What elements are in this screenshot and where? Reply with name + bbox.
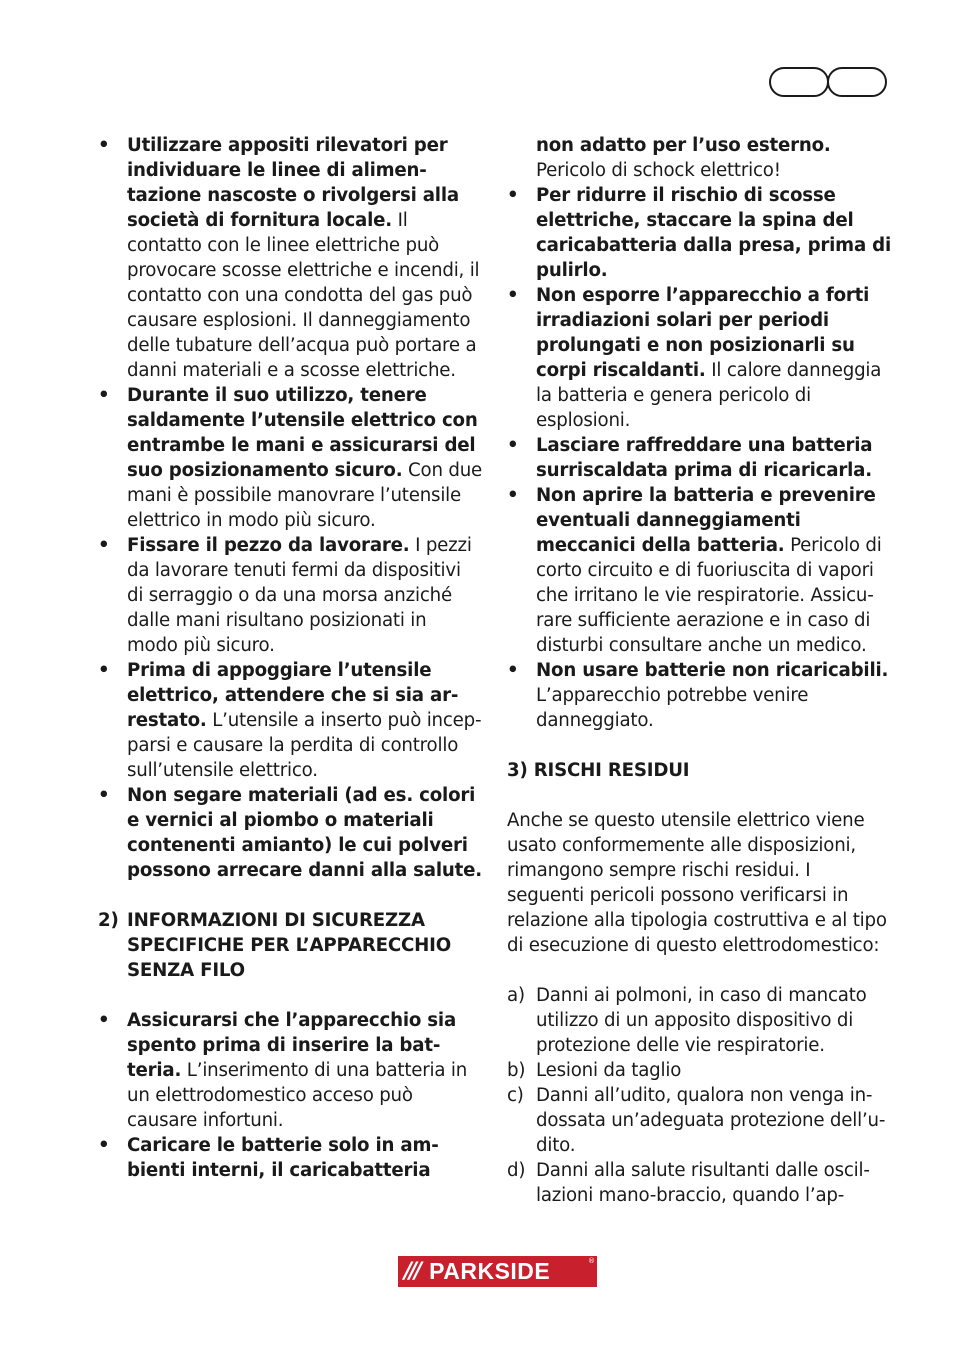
bullet-item: • Durante il suo utilizzo, tenere saldamente l’utensile elettrico con entrambe le mani e assicurarsi del suo posizionamento sicuro. Con due mani è possibile manovrare l’utensile elettrico in modo più sicuro. bbox=[98, 385, 483, 531]
list-letter: c) bbox=[507, 1085, 524, 1106]
bullet-item: • Prima di appoggiare l’utensile elettrico, attendere che si sia arrestato. L’utensile a inserto può incepparsi e causare la perdita di controllo sull’utensile elettrico. bbox=[98, 660, 482, 781]
bullet-text: L’inserimento di una batteria in un elettrodomestico acceso può causare infortuni. bbox=[127, 1060, 468, 1131]
intro-paragraph: Anche se questo utensile elettrico viene usato conformemente alle disposizioni, rimangono sempre rischi residui. I seguenti pericoli possono verificarsi in relazione alla tipologia costruttiva e al tipo di esecuzione di questo elettrodomestico: bbox=[507, 810, 887, 956]
section-title: INFORMAZIONI DI SICUREZZA SPECIFICHE PER L’APPARECCHIO SENZA FILO bbox=[127, 910, 452, 981]
bullet-bold-text: Non segare materiali (ad es. colori e vernici al piombo o materiali contenenti amianto) le cui polveri possono arrecare danni alla salute. bbox=[127, 785, 482, 881]
bullet-bold-text: Non usare batterie non ricaricabili. bbox=[536, 660, 889, 681]
list-item bbox=[507, 1083, 891, 1158]
bullet-text: L’apparecchio potrebbe venire danneggiato. bbox=[536, 685, 809, 731]
bullet-text: Pericolo di corto circuito e di fuoriuscita di vapori che irritano le vie respiratorie. Assicurare sufficiente aerazione e in caso di disturbi consultare anche un medico. bbox=[536, 535, 882, 656]
bullet-text: Pericolo di schock elettrico! bbox=[536, 160, 781, 181]
section-heading: 3) RISCHI RESIDUI bbox=[507, 760, 690, 781]
bullet-text: I pezzi da lavorare tenuti fermi da dispositivi di serraggio o da una morsa anziché dalle mani risultano posizionati in modo più sicuro. bbox=[127, 535, 472, 656]
list-item bbox=[507, 1158, 891, 1208]
list-text: Danni alla salute risultanti dalle oscillazioni mano-braccio, quando l’ap- bbox=[536, 1160, 870, 1206]
bullet-text: Il calore danneggia la batteria e genera pericolo di esplosioni. bbox=[536, 360, 882, 431]
bullet-item: • Non usare batterie non ricaricabili. L’apparecchio potrebbe venire danneggiato. bbox=[507, 660, 889, 731]
bullet-bold-text: Durante il suo utilizzo, tenere saldamente l’utensile elettrico con entrambe le mani e assicurarsi del suo posizionamento sicuro. bbox=[127, 385, 478, 481]
bullet-bold-text: Caricare le batterie solo in ambienti interni, il caricabatteria bbox=[127, 1135, 439, 1181]
bullet-item: • Non aprire la batteria e prevenire eventuali danneggiamenti meccanici della batteria. Pericolo di corto circuito e di fuoriuscita di vapori che irritano le vie respiratorie. Assicurare sufficiente aerazione e in caso di disturbi consultare anche un medico. bbox=[507, 485, 882, 656]
list-letter: a) bbox=[507, 985, 525, 1006]
language-badge bbox=[769, 67, 889, 99]
bullet-bold-text: Lasciare raffreddare una batteria surriscaldata prima di ricaricarla. bbox=[536, 435, 873, 481]
bullet-item: • Utilizzare appositi rilevatori per individuare le linee di alimentazione nascoste o rivolgersi alla società di fornitura locale. Il contatto con le linee elettriche può provocare scosse elettriche e incendi, il contatto con una condotta del gas può causare esplosioni. Il danneggiamento delle tubature dell’acqua può portare a danni materiali e a scosse elettriche. bbox=[98, 135, 480, 381]
bullet-bold-text: Non esporre l’apparecchio a forti irradiazioni solari per periodi prolungati e non posizionarli su corpi riscaldanti. bbox=[536, 285, 870, 381]
list-text: Danni ai polmoni, in caso di mancato utilizzo di un apposito dispositivo di protezione delle vie respiratorie. bbox=[536, 985, 867, 1056]
bullet-item: • Lasciare raffreddare una batteria surriscaldata prima di ricaricarla. bbox=[507, 435, 873, 481]
language-badge-left bbox=[769, 67, 829, 97]
logo-slashes: /// bbox=[404, 1259, 420, 1284]
bullet-text: Con due mani è possibile manovrare l’utensile elettrico in modo più sicuro. bbox=[127, 460, 483, 531]
right-column bbox=[507, 133, 891, 1208]
parkside-logo bbox=[398, 1256, 597, 1287]
bullet-item: • Caricare le batterie solo in ambienti interni, il caricabatteria bbox=[98, 1135, 439, 1181]
bullet-bold-text: Fissare il pezzo da lavorare. bbox=[127, 535, 410, 556]
bullet-bold-text: non adatto per l’uso esterno. bbox=[536, 135, 831, 156]
list-text: Danni all’udito, qualora non venga indossata un’adeguata protezione dell’udito. bbox=[536, 1085, 886, 1156]
bullet-item: • Non segare materiali (ad es. colori e vernici al piombo o materiali contenenti amianto) le cui polveri possono arrecare danni alla salute. bbox=[98, 785, 482, 881]
list-item bbox=[507, 983, 891, 1058]
left-column bbox=[98, 133, 482, 1183]
bullet-item: • Per ridurre il rischio di scosse elettriche, staccare la spina del caricabatteria dalla presa, prima di pulirlo. bbox=[507, 185, 891, 281]
bullet-bold-text: Assicurarsi che l’apparecchio sia spento prima di inserire la batteria. bbox=[127, 1010, 457, 1081]
list-text: Lesioni da taglio bbox=[536, 1060, 682, 1081]
logo-wordmark: PARKSIDE bbox=[429, 1258, 551, 1284]
list-letter: d) bbox=[507, 1160, 526, 1181]
bullet-bold-text: Non aprire la batteria e prevenire eventuali danneggiamenti meccanici della batteria. bbox=[536, 485, 876, 556]
list-item bbox=[507, 1058, 891, 1083]
continued-bullet bbox=[507, 133, 891, 183]
bullet-item: • Non esporre l’apparecchio a forti irradiazioni solari per periodi prolungati e non posizionarli su corpi riscaldanti. Il calore danneggia la batteria e genera pericolo di esplosioni. bbox=[507, 285, 882, 431]
bullet-item: • Assicurarsi che l’apparecchio sia spento prima di inserire la batteria. L’inserimento di una batteria in un elettrodomestico acceso può causare infortuni. bbox=[98, 1010, 468, 1131]
bullet-item: • Fissare il pezzo da lavorare. I pezzi da lavorare tenuti fermi da dispositivi di serraggio o da una morsa anziché dalle mani risultano posizionati in modo più sicuro. bbox=[98, 535, 472, 656]
list-letter: b) bbox=[507, 1060, 526, 1081]
bullet-text: Il contatto con le linee elettriche può provocare scosse elettriche e incendi, il contatto con una condotta del gas può causare esplosioni. Il danneggiamento delle tubature dell’acqua può portare a danni materiali e a scosse elettriche. bbox=[127, 210, 480, 381]
bullet-bold-text: Per ridurre il rischio di scosse elettriche, staccare la spina del caricabatteria dalla presa, prima di pulirlo. bbox=[536, 185, 891, 281]
bullet-bold-text: Prima di appoggiare l’utensile elettrico, attendere che si sia arrestato. bbox=[127, 660, 459, 731]
section-heading bbox=[98, 908, 482, 983]
language-badge-right bbox=[827, 67, 887, 97]
registered-mark: ® bbox=[588, 1257, 595, 1265]
bullet-text: L’utensile a inserto può incepparsi e causare la perdita di controllo sull’utensile elettrico. bbox=[127, 710, 482, 781]
bullet-bold-text: Utilizzare appositi rilevatori per individuare le linee di alimentazione nascoste o rivolgersi alla società di fornitura locale. bbox=[127, 135, 459, 231]
section-number: 2) bbox=[98, 910, 119, 931]
